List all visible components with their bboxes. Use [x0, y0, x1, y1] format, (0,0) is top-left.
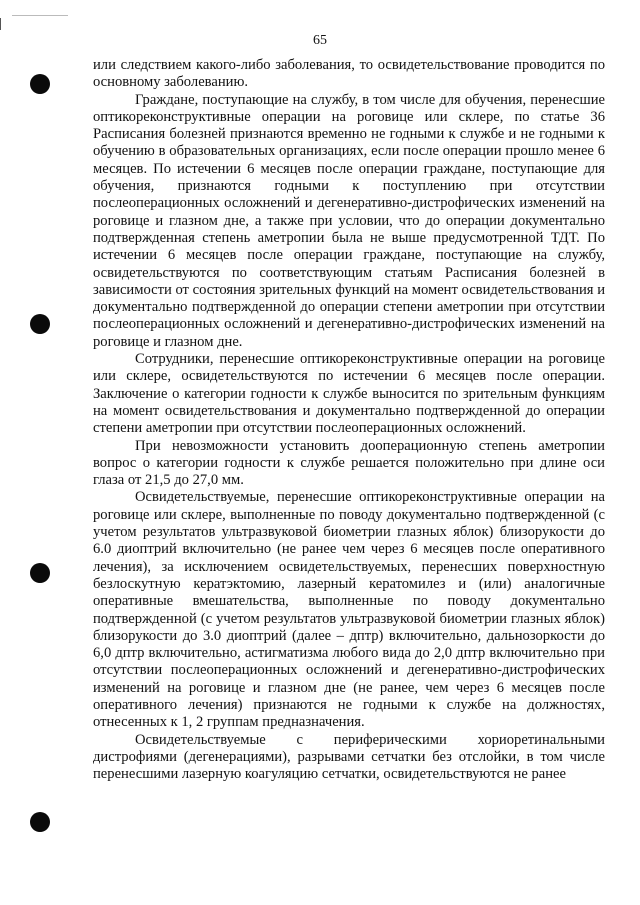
paragraph-continuation: или следствием какого-либо заболевания, то освидетельствование проводится по основному заболеванию. — [93, 57, 605, 91]
punch-hole — [30, 563, 50, 583]
punch-hole — [30, 314, 50, 334]
punch-hole — [30, 74, 50, 94]
paragraph-retinal-dystrophies: Освидетельствуемые с периферическими хориоретинальными дистрофиями (дегенерациями), разрывами сетчатки без отслойки, в том числе перенесшими лазерную коагуляцию сетчатки, освидетельствуются не ранее — [93, 731, 605, 783]
paragraph-examinees-operations: Освидетельствуемые, перенесшие оптикореконструктивные операции на роговице или склере, выполненные по поводу документально подтвержденной (с учетом результатов ультразвуковой биометрии глазных яблок) близорукости до 6.0 диоптрий включительно (не ранее чем через 6 месяцев после оперативного лечения), за исключением освидетельствуемых, перенесших поверхностную безлоскутную кератэктомию, лазерный кератомилез и (или) аналогичные оперативные вмешательства, выполненные по поводу документально подтвержденной (с учетом результатов ультразвуковой биометрии глазных яблок) близорукости до 3.0 диоптрий (далее – дптр) включительно, дальнозоркости до 6,0 дптр включительно, астигматизма любого вида до 2,0 дптр включительно при отсутствии послеоперационных осложнений и дегенеративно-дистрофических изменений на роговице и глазном дне (не ранее, чем через 6 месяцев после оперативного лечения) признаются не годными к службе на должностях, отнесенных к 1, 2 группам предназначения. — [93, 489, 605, 731]
paragraph-citizens-entering-service: Граждане, поступающие на службу, в том числе для обучения, перенесшие оптикореконструктивные операции на роговице или склере, по статье 36 Расписания болезней признаются временно не годными к службе и не годными к обучению в образовательных организациях, если после операции прошло менее 6 месяцев. По истечении 6 месяцев после операции граждане, поступающие для обучения, признаются годными к поступлению при отсутствии послеоперационных осложнений и дегенеративно-дистрофических изменений на роговице и глазном дне, а также при условии, что до операции документально подтвержденная степень аметропии была не выше предусмотренной ТДТ. По истечении 6 месяцев после операции граждане, поступающие на службу, освидетельствуются по соответствующим статьям Расписания болезней в зависимости от состояния зрительных функций на момент освидетельствования и документально подтвержденной до операции степени аметропии при отсутствии послеоперационных осложнений и дегенеративно-дистрофических изменений на роговице и глазном дне. — [93, 91, 605, 350]
paragraph-axis-length: При невозможности установить дооперационную степень аметропии вопрос о категории годности к службе решается положительно при длине оси глаза от 21,5 до 27,0 мм. — [93, 437, 605, 489]
scan-corner-mark — [0, 18, 1, 30]
paragraph-employees: Сотрудники, перенесшие оптикореконструктивные операции на роговице или склере, освидетельствуются по истечении 6 месяцев после операции. Заключение о категории годности к службе выносится по зрительным функциям на момент освидетельствования и документально подтвержденной до операции степени аметропии при отсутствии послеоперационных осложнений. — [93, 351, 605, 437]
document-body — [93, 57, 605, 783]
page-number: 65 — [313, 33, 327, 48]
scan-edge-line — [12, 15, 68, 16]
punch-hole — [30, 812, 50, 832]
